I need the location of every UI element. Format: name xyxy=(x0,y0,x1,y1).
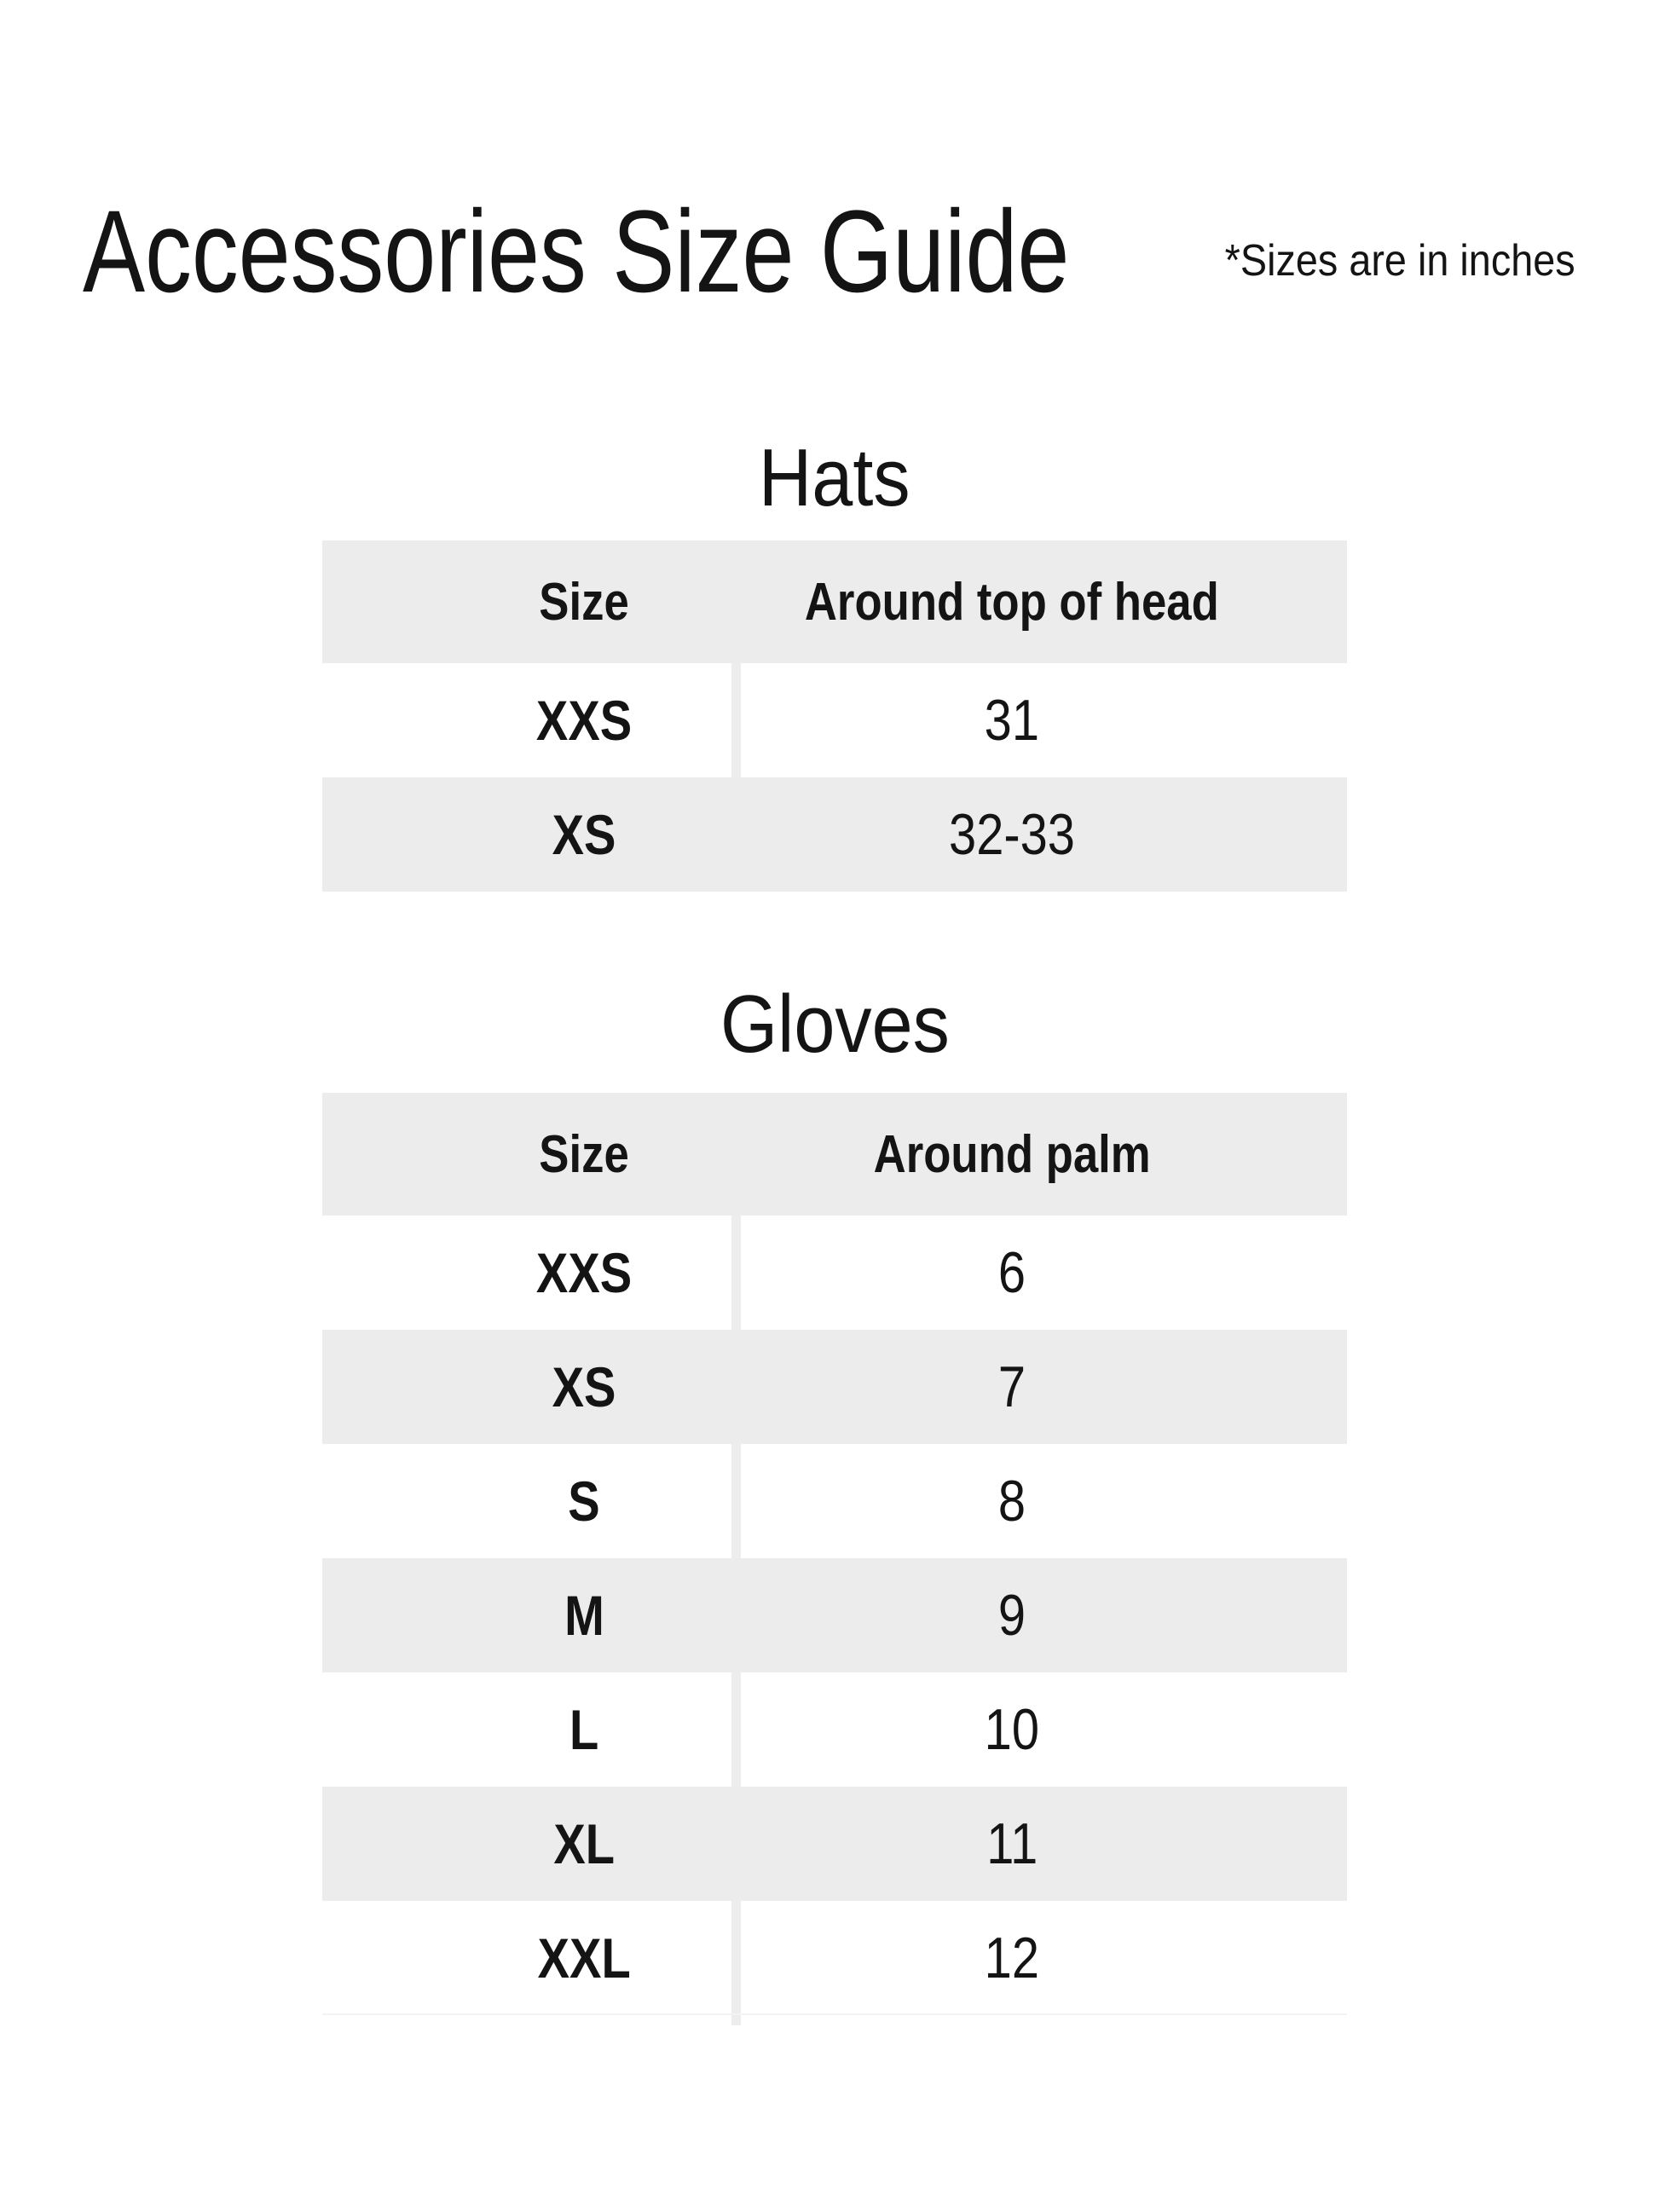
header-cell-measurement-text: Around top of head xyxy=(805,572,1219,632)
hats-section-title-text: Hats xyxy=(759,432,910,523)
header-cell-size-text: Size xyxy=(539,1124,629,1184)
table-row-xs xyxy=(322,1330,1347,1444)
table-row-xxl xyxy=(322,1901,1347,2015)
units-note xyxy=(1186,236,1575,286)
gloves-size-table xyxy=(322,1093,1347,2015)
row-measurement-value-text: 10 xyxy=(984,1697,1040,1762)
row-size-label-text: S xyxy=(568,1470,600,1533)
gloves-section xyxy=(322,979,1347,2015)
row-measurement-value xyxy=(677,777,1347,892)
gloves-section-title-text: Gloves xyxy=(720,979,950,1070)
table-header-row xyxy=(322,1093,1347,1216)
row-measurement-value-text: 11 xyxy=(986,1811,1038,1876)
row-measurement-value-text: 32-33 xyxy=(949,802,1075,867)
row-size-label-text: M xyxy=(564,1584,604,1647)
row-measurement-value xyxy=(677,1672,1347,1787)
page-title xyxy=(83,187,1316,317)
row-measurement-value xyxy=(677,1216,1347,1330)
gloves-section-title xyxy=(322,979,1347,1070)
page-title-text: Accessories Size Guide xyxy=(83,187,1070,317)
table-row-l xyxy=(322,1672,1347,1787)
row-measurement-value xyxy=(677,1787,1347,1901)
row-size-label-text: XXL xyxy=(537,1926,631,1990)
hats-section-title xyxy=(322,432,1347,523)
header-cell-size-text: Size xyxy=(539,572,629,632)
table-row-xxs xyxy=(322,1216,1347,1330)
table-header-row xyxy=(322,540,1347,663)
hats-section xyxy=(322,432,1347,892)
row-size-label-text: XL xyxy=(553,1812,615,1875)
table-row-s xyxy=(322,1444,1347,1558)
row-size-label-text: L xyxy=(569,1698,599,1761)
row-measurement-value-text: 9 xyxy=(997,1583,1026,1648)
table-row-xs xyxy=(322,777,1347,892)
row-measurement-value xyxy=(677,1901,1347,2015)
table-row-xxs xyxy=(322,663,1347,777)
table-row-m xyxy=(322,1558,1347,1672)
header-cell-measurement xyxy=(677,1093,1347,1216)
row-size-label-text: XXS xyxy=(535,689,633,752)
header-cell-measurement xyxy=(677,540,1347,663)
row-measurement-value xyxy=(677,1330,1347,1444)
row-measurement-value-text: 12 xyxy=(984,1926,1040,1990)
row-size-label-text: XS xyxy=(552,1355,616,1418)
row-measurement-value xyxy=(677,663,1347,777)
header-cell-measurement-text: Around palm xyxy=(873,1124,1151,1184)
row-measurement-value-text: 6 xyxy=(997,1240,1026,1305)
hats-size-table xyxy=(322,540,1347,892)
row-measurement-value-text: 8 xyxy=(997,1469,1026,1533)
row-measurement-value xyxy=(677,1444,1347,1558)
row-measurement-value xyxy=(677,1558,1347,1672)
table-row-xl xyxy=(322,1787,1347,1901)
row-size-label-text: XXS xyxy=(535,1241,633,1304)
row-measurement-value-text: 31 xyxy=(984,688,1040,753)
row-size-label-text: XS xyxy=(552,803,616,866)
units-note-text: *Sizes are in inches xyxy=(1224,236,1575,286)
row-measurement-value-text: 7 xyxy=(997,1354,1026,1419)
